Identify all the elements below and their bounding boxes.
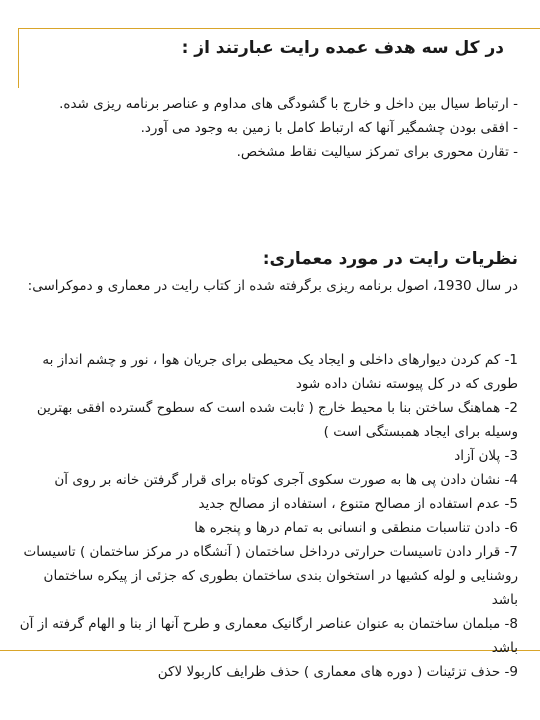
goal-item: - ارتباط سیال بین داخل و خارج با گشودگی های مداوم و عناصر برنامه ریزی شده. bbox=[59, 96, 518, 112]
principle-item: 5- عدم استفاده از مصالح متنوع ، استفاده از مصالح جدید bbox=[198, 496, 518, 512]
theories-intro bbox=[18, 274, 518, 298]
principle-item: 3- پلان آزاد bbox=[454, 448, 518, 464]
principle-item: 9- حذف تزئینات ( دوره های معماری ) حذف ظرایف کاربولا لاکن bbox=[157, 664, 518, 680]
principles-list bbox=[18, 348, 518, 684]
slide-title: در کل سه هدف عمده رایت عبارتند از : bbox=[181, 38, 504, 58]
theories-intro-text: در سال 1930، اصول برنامه ریزی برگرفته شده از کتاب رایت در معماری و دموکراسی: bbox=[27, 278, 518, 294]
principle-item: 2- هماهنگ ساختن بنا با محیط خارج ( ثابت شده است که سطوح گسترده افقی بهترین وسیله برای ایجاد همبستگی است ) bbox=[36, 400, 518, 440]
goals-list bbox=[18, 92, 518, 164]
goal-item: - تقارن محوری برای تمرکز سیالیت نقاط مشخص. bbox=[236, 144, 518, 160]
theories-heading: نظریات رایت در مورد معماری: bbox=[262, 249, 518, 269]
principle-item: 7- قرار دادن تاسیسات حرارتی درداخل ساختمان ( آنشگاه در مرکز ساختمان ) تاسیسات روشنایی و لوله کشیها در استخوان بندی ساختمان بطوری که جزئی از پیکره ساختمان باشد bbox=[23, 544, 518, 608]
principle-item: 6- دادن تناسبات منطقی و انسانی به تمام درها و پنجره ها bbox=[194, 520, 518, 536]
goal-item: - افقی بودن چشمگیر آنها که ارتباط کامل با زمین به وجود می آورد. bbox=[140, 120, 518, 136]
principle-item: 1- کم کردن دیوارهای داخلی و ایجاد یک محیطی برای جریان هوا ، نور و چشم انداز به طوری که در کل پیوسته نشان داده شود bbox=[42, 352, 518, 392]
principle-item: 4- نشان دادن پی ها به صورت سکوی آجری کوتاه برای قرار گرفتن خانه بر روی آن bbox=[54, 472, 518, 488]
principle-item: 8- مبلمان ساختمان به عنوان عناصر ارگانیک معماری و طرح آنها از بنا و الهام گرفته از آن باشد bbox=[19, 616, 518, 656]
